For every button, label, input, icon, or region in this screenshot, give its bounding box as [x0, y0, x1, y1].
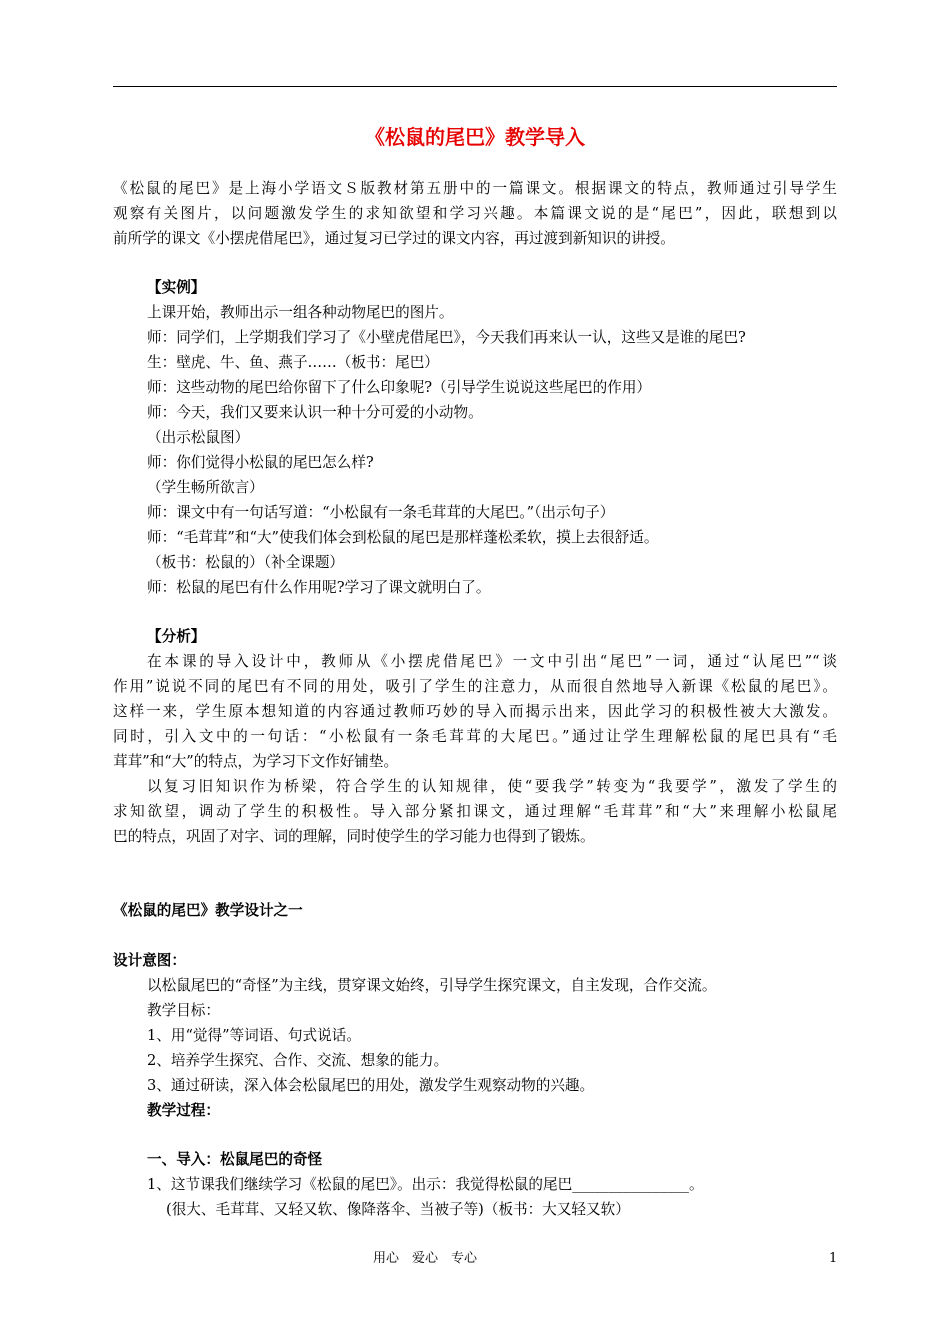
example-line: 师：松鼠的尾巴有什么作用呢?学习了课文就明白了。: [147, 579, 491, 596]
analysis-line: 巴的特点，巩固了对字、词的理解，同时使学生的学习能力也得到了锻炼。: [113, 828, 595, 845]
process-label: 教学过程：: [147, 1102, 220, 1119]
intro-line-3: 前所学的课文《小摆虎借尾巴》，通过复习已学过的课文内容，再过渡到新知识的讲授。: [113, 230, 675, 247]
analysis-heading: 【分析】: [147, 628, 206, 645]
goal-item: 2、培养学生探究、合作、交流、想象的能力。: [147, 1052, 449, 1069]
example-line: （出示松鼠图）: [147, 429, 250, 446]
analysis-line: 茸茸”和“大”的特点，为学习下文作好铺垫。: [113, 753, 399, 770]
example-line: 生：壁虎、牛、鱼、燕子……（板书：尾巴）: [147, 354, 439, 371]
step1-note: (很大、毛茸茸、又轻又软、像降落伞、当被子等)（板书：大又轻又软）: [166, 1201, 630, 1218]
example-line: 师：今天，我们又要来认识一种十分可爱的小动物。: [147, 404, 483, 421]
section1-heading: 一、导入：松鼠尾巴的奇怪: [147, 1151, 323, 1168]
example-line: 师：你们觉得小松鼠的尾巴怎么样?: [147, 454, 374, 471]
example-line: 师：同学们，上学期我们学习了《小壁虎借尾巴》，今天我们再来认一认，这些又是谁的尾巴?: [147, 329, 746, 346]
analysis-line: 同时，引入文中的一句话：“小松鼠有一条毛茸茸的大尾巴。”通过让学生理解松鼠的尾巴具有“毛: [113, 728, 837, 745]
step1-line: 1、这节课我们继续学习《松鼠的尾巴》。出示：我觉得松鼠的尾巴________________。: [147, 1176, 704, 1193]
example-heading: 【实例】: [147, 279, 206, 296]
analysis-line: 作用”说说不同的尾巴有不同的用处，吸引了学生的注意力，从而很自然地导入新课《松鼠的尾巴》。: [113, 678, 837, 695]
analysis-line: 在本课的导入设计中，教师从《小摆虎借尾巴》一文中引出“尾巴”一词，通过“认尾巴”“谈: [147, 653, 837, 670]
intro-line-2: 观察有关图片，以问题激发学生的求知欲望和学习兴趣。本篇课文说的是“尾巴”，因此，联想到以: [113, 205, 837, 222]
goal-item: 1、用“觉得”等词语、句式说话。: [147, 1027, 361, 1044]
page-number: 1: [829, 1251, 838, 1266]
goals-label: 教学目标：: [147, 1002, 220, 1019]
intro-line-1: 《松鼠的尾巴》是上海小学语文Ｓ版教材第五册中的一篇课文。根据课文的特点，教师通过引导学生: [113, 180, 837, 197]
design-intent-label: 设计意图：: [113, 952, 186, 969]
example-line: （学生畅所欲言）: [147, 479, 264, 496]
example-line: 师：“毛茸茸”和“大”使我们体会到松鼠的尾巴是那样蓬松柔软，摸上去很舒适。: [147, 529, 659, 546]
design-intent: 以松鼠尾巴的“奇怪”为主线，贯穿课文始终，引导学生探究课文，自主发现，合作交流。: [147, 977, 717, 994]
footer-motto: 用心 爱心 专心: [373, 1251, 478, 1266]
example-line: （板书：松鼠的）（补全课题）: [147, 554, 345, 571]
goal-item: 3、通过研读，深入体会松鼠尾巴的用处，激发学生观察动物的兴趣。: [147, 1077, 595, 1094]
example-line: 上课开始，教师出示一组各种动物尾巴的图片。: [147, 304, 454, 321]
analysis-line: 这样一来，学生原本想知道的内容通过教师巧妙的导入而揭示出来，因此学习的积极性被大大激发。: [113, 703, 837, 720]
analysis-line: 以复习旧知识作为桥梁，符合学生的认知规律，使“要我学”转变为“我要学”，激发了学生的: [147, 778, 837, 795]
example-line: 师：课文中有一句话写道：“小松鼠有一条毛茸茸的大尾巴。”（出示句子）: [147, 504, 615, 521]
analysis-line: 求知欲望，调动了学生的积极性。导入部分紧扣课文，通过理解“毛茸茸”和“大”来理解小松鼠尾: [113, 803, 837, 820]
header-rule: [113, 86, 837, 87]
design-heading: 《松鼠的尾巴》教学设计之一: [113, 902, 303, 919]
document-title: 《松鼠的尾巴》教学导入: [365, 125, 585, 149]
example-line: 师：这些动物的尾巴给你留下了什么印象呢?（引导学生说说这些尾巴的作用）: [147, 379, 652, 396]
